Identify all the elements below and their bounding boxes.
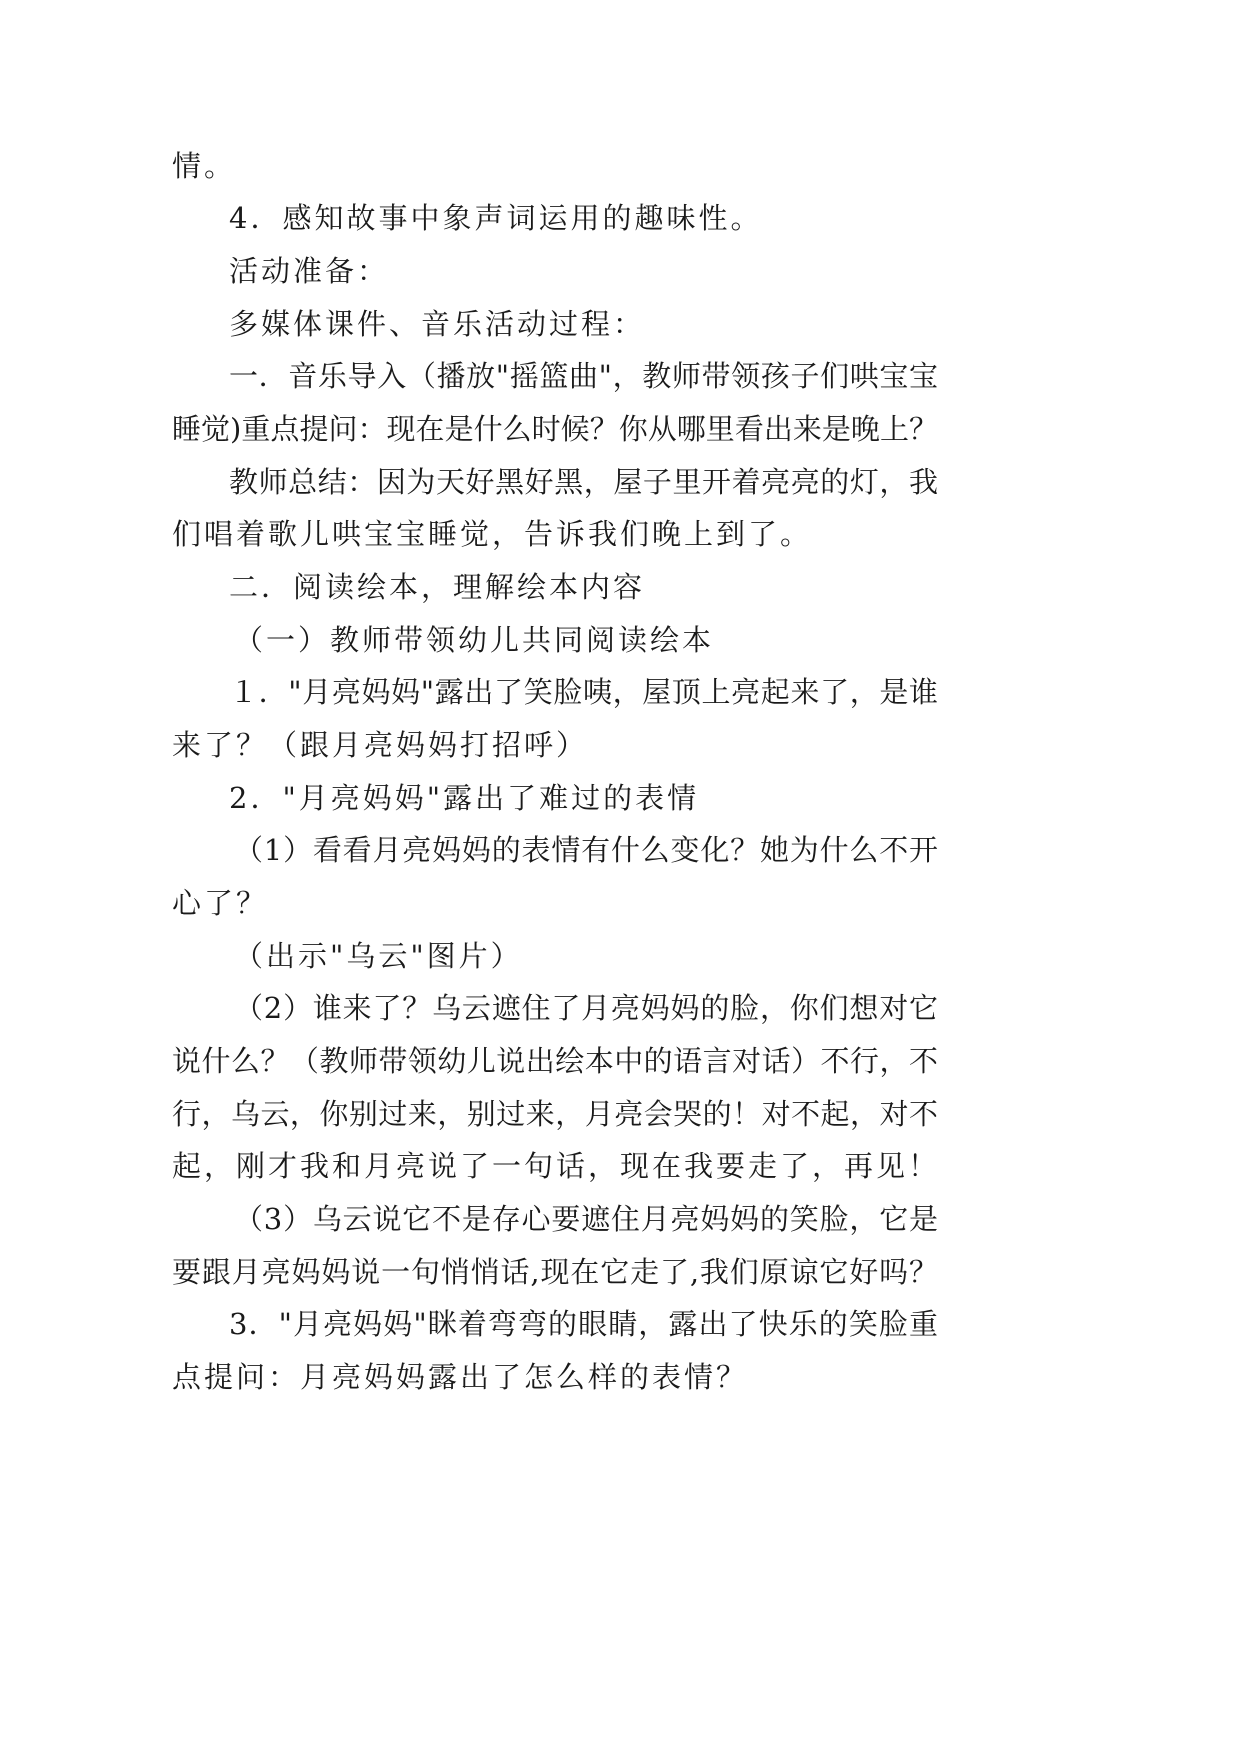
text-line-18: 说什么？（教师带领幼儿说出绘本中的语言对话）不行，不 — [172, 1044, 938, 1078]
text-line-6: 睡觉)重点提问：现在是什么时候？你从哪里看出来是晚上？ — [172, 412, 938, 446]
text-line-10: （一）教师带领幼儿共同阅读绘本 — [234, 623, 715, 657]
text-line-4: 多媒体课件、音乐活动过程： — [229, 307, 646, 341]
text-line-13: 2．"月亮妈妈"露出了难过的表情 — [229, 781, 700, 815]
text-line-14: （1）看看月亮妈妈的表情有什么变化？她为什么不开 — [234, 833, 938, 867]
text-line-8: 们唱着歌儿哄宝宝睡觉，告诉我们晚上到了。 — [172, 517, 813, 551]
text-line-5: 一．音乐导入（播放"摇篮曲"，教师带领孩子们哄宝宝 — [229, 359, 938, 393]
text-line-2: 4．感知故事中象声词运用的趣味性。 — [229, 201, 763, 235]
text-line-16: （出示"乌云"图片） — [234, 939, 523, 973]
text-line-19: 行，乌云，你别过来，别过来，月亮会哭的！对不起，对不 — [172, 1097, 938, 1131]
text-line-7: 教师总结：因为天好黑好黑，屋子里开着亮亮的灯，我 — [229, 465, 938, 499]
text-line-1: 情。 — [172, 149, 237, 183]
text-line-24: 点提问：月亮妈妈露出了怎么样的表情？ — [172, 1360, 749, 1394]
text-line-12: 来了？（跟月亮妈妈打招呼） — [172, 728, 589, 762]
text-line-23: 3．"月亮妈妈"眯着弯弯的眼睛，露出了快乐的笑脸重 — [229, 1307, 938, 1341]
text-line-22: 要跟月亮妈妈说一句悄悄话,现在它走了,我们原谅它好吗？ — [172, 1255, 938, 1289]
text-line-21: （3）乌云说它不是存心要遮住月亮妈妈的笑脸，它是 — [234, 1202, 938, 1236]
text-line-17: （2）谁来了？乌云遮住了月亮妈妈的脸，你们想对它 — [234, 991, 938, 1025]
text-line-11: １．"月亮妈妈"露出了笑脸咦，屋顶上亮起来了，是谁 — [229, 675, 938, 709]
text-line-3: 活动准备： — [229, 254, 390, 288]
text-line-9: 二．阅读绘本，理解绘本内容 — [229, 570, 646, 604]
text-line-20: 起，刚才我和月亮说了一句话，现在我要走了，再见！ — [172, 1149, 941, 1183]
text-line-15: 心了？ — [172, 886, 269, 920]
